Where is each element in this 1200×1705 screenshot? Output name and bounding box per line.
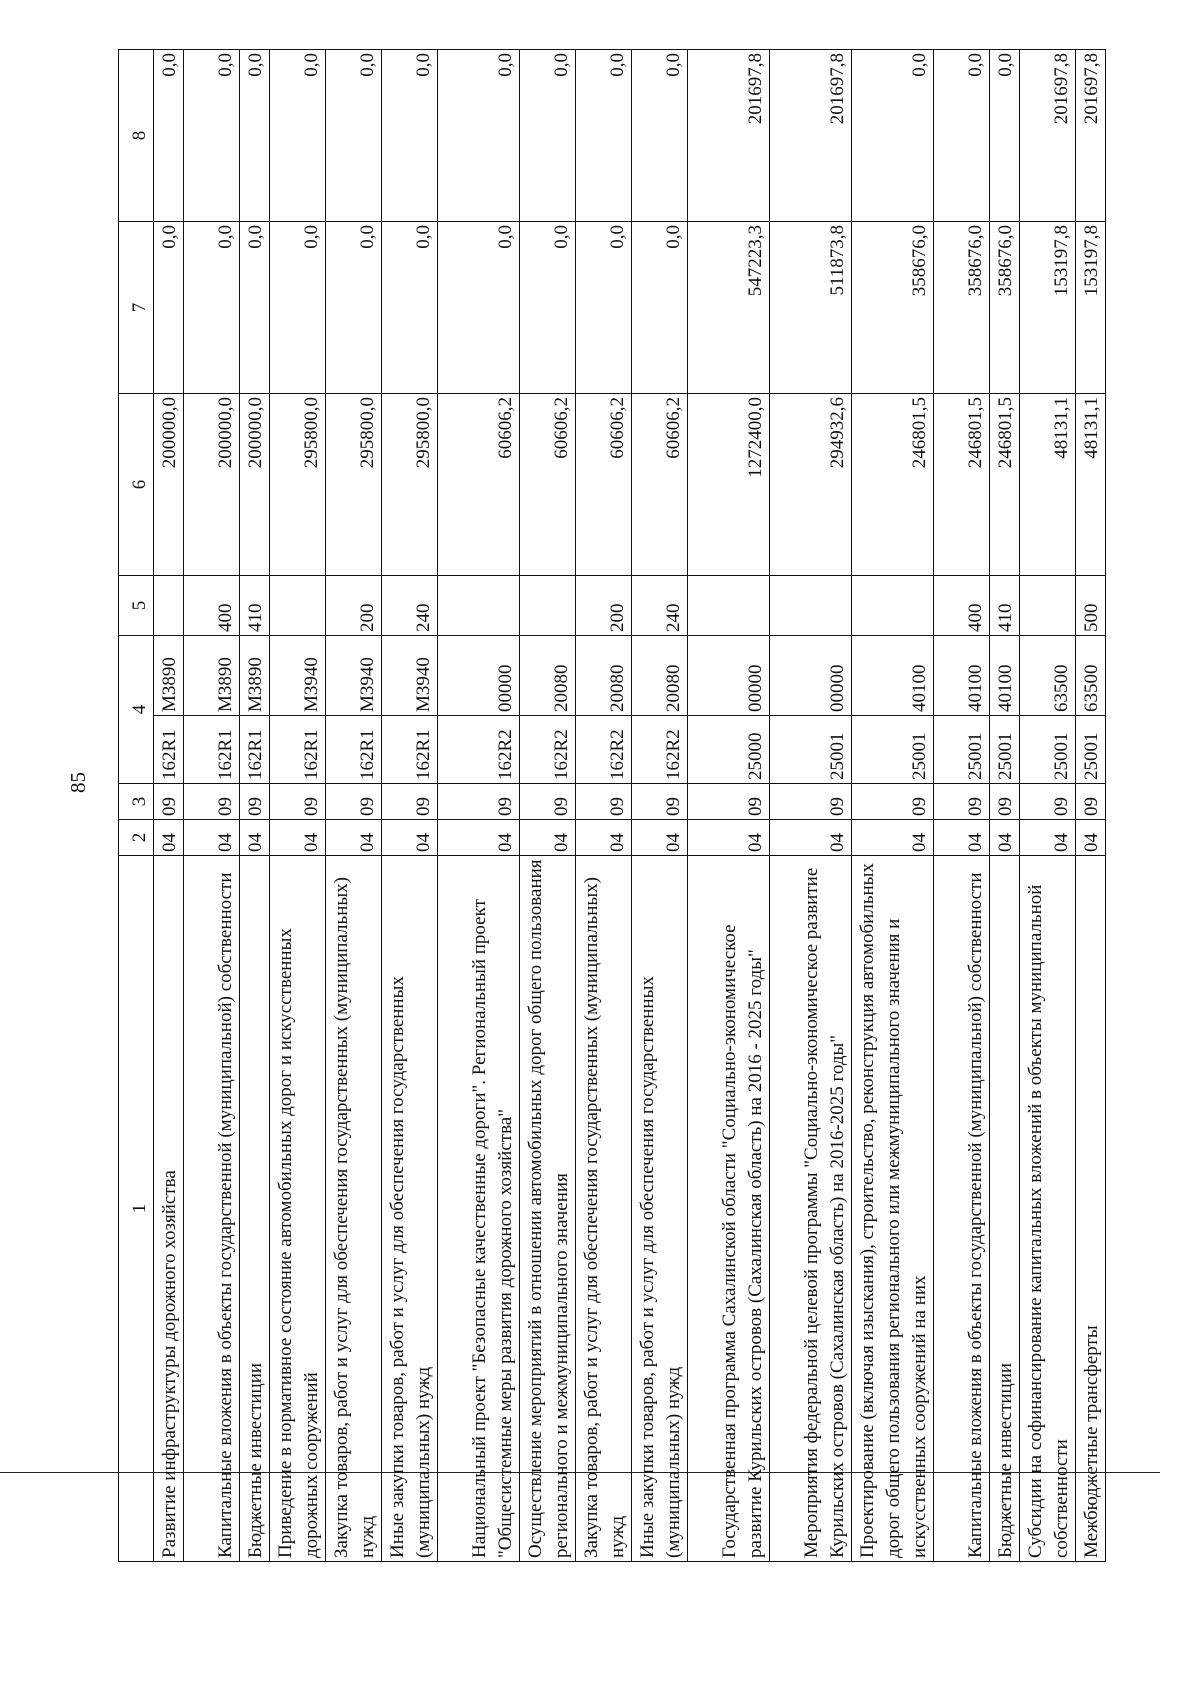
row-name: Закупка товаров, работ и услуг для обеспечения государственных (муниципальных) нужд (326, 856, 382, 1562)
cell-section: 04 (576, 820, 632, 856)
cell-amount-col6: 60606,2 (520, 394, 576, 576)
table-row (1020, 50, 1076, 1562)
cell-section: 04 (852, 820, 934, 856)
cell-expense-type: 200 (576, 576, 632, 636)
cell-subsection: 09 (1076, 784, 1106, 820)
table-row (382, 50, 438, 1562)
cell-amount-col8: 0,0 (632, 50, 688, 222)
cell-expense-type: 400 (184, 576, 240, 636)
header-col-8: 8 (119, 50, 154, 222)
header-col-1: 1 (119, 856, 154, 1562)
cell-amount-col7: 0,0 (240, 222, 270, 394)
cell-amount-col7: 358676,0 (934, 222, 990, 394)
cell-section: 04 (154, 820, 184, 856)
cell-section: 04 (934, 820, 990, 856)
cell-subsection: 09 (934, 784, 990, 820)
cell-amount-col6: 246801,5 (990, 394, 1020, 576)
cell-section: 04 (326, 820, 382, 856)
cell-amount-col6: 295800,0 (326, 394, 382, 576)
cell-amount-col6: 295800,0 (270, 394, 326, 576)
cell-expense-type (270, 576, 326, 636)
cell-direction-code: 20080 (520, 636, 576, 716)
cell-expense-type: 500 (1076, 576, 1106, 636)
cell-subsection: 09 (576, 784, 632, 820)
cell-amount-col6: 246801,5 (852, 394, 934, 576)
cell-amount-col8: 201697,8 (688, 50, 770, 222)
cell-direction-code: 40100 (990, 636, 1020, 716)
cell-amount-col7: 547223,3 (688, 222, 770, 394)
row-name: Субсидии на софинансирование капитальных вложений в объекты муниципальной собственности (1020, 856, 1076, 1562)
cell-section: 04 (382, 820, 438, 856)
row-name: Национальный проект "Безопасные качественные дороги". Региональный проект "Общесистемные меры развития дорожного хозяйства" (438, 856, 520, 1562)
cell-program-code: 25001 (1020, 716, 1076, 784)
table-row (632, 50, 688, 1562)
cell-direction-code: 63500 (1076, 636, 1106, 716)
cell-expense-type (852, 576, 934, 636)
cell-section: 04 (1076, 820, 1106, 856)
cell-amount-col7: 0,0 (632, 222, 688, 394)
cell-amount-col6: 60606,2 (438, 394, 520, 576)
cell-direction-code: M3940 (326, 636, 382, 716)
cell-amount-col8: 201697,8 (770, 50, 852, 222)
cell-amount-col7: 358676,0 (990, 222, 1020, 394)
cell-amount-col7: 0,0 (270, 222, 326, 394)
cell-program-code: 25001 (770, 716, 852, 784)
cell-amount-col8: 0,0 (326, 50, 382, 222)
cell-amount-col6: 200000,0 (184, 394, 240, 576)
cell-expense-type: 410 (240, 576, 270, 636)
table-row (852, 50, 934, 1562)
cell-amount-col7: 0,0 (326, 222, 382, 394)
cell-subsection: 09 (184, 784, 240, 820)
cell-amount-col8: 0,0 (154, 50, 184, 222)
cell-program-code: 25001 (934, 716, 990, 784)
row-name: Межбюджетные трансферты (1076, 856, 1106, 1562)
row-name: Капитальные вложения в объекты государственной (муниципальной) собственности (184, 856, 240, 1562)
cell-amount-col6: 295800,0 (382, 394, 438, 576)
cell-amount-col7: 153197,8 (1020, 222, 1076, 394)
cell-section: 04 (520, 820, 576, 856)
header-col-4: 4 (119, 636, 154, 784)
cell-subsection: 09 (632, 784, 688, 820)
cell-section: 04 (632, 820, 688, 856)
row-name: Развитие инфраструктуры дорожного хозяйства (154, 856, 184, 1562)
header-col-7: 7 (119, 222, 154, 394)
cell-program-code: 25001 (1076, 716, 1106, 784)
cell-subsection: 09 (154, 784, 184, 820)
cell-section: 04 (184, 820, 240, 856)
cell-section: 04 (1020, 820, 1076, 856)
table-row (520, 50, 576, 1562)
cell-section: 04 (240, 820, 270, 856)
cell-amount-col6: 48131,1 (1020, 394, 1076, 576)
cell-amount-col6: 200000,0 (154, 394, 184, 576)
cell-amount-col7: 0,0 (382, 222, 438, 394)
cell-amount-col8: 201697,8 (1020, 50, 1076, 222)
cell-expense-type: 240 (382, 576, 438, 636)
cell-program-code: 25000 (688, 716, 770, 784)
cell-expense-type (154, 576, 184, 636)
cell-program-code: 162R2 (576, 716, 632, 784)
row-name: Проектирование (включая изыскания), строительство, реконструкция автомобильных дорог общего пользования регионального или межмуниципального значения и искусственных сооружений на них (852, 856, 934, 1562)
table-row (438, 50, 520, 1562)
row-name: Осуществление мероприятий в отношении автомобильных дорог общего пользования регионального и межмуниципального значения (520, 856, 576, 1562)
cell-section: 04 (990, 820, 1020, 856)
cell-program-code: 162R1 (240, 716, 270, 784)
cell-expense-type: 400 (934, 576, 990, 636)
cell-amount-col6: 246801,5 (934, 394, 990, 576)
table-row (154, 50, 184, 1562)
cell-amount-col6: 60606,2 (576, 394, 632, 576)
cell-subsection: 09 (990, 784, 1020, 820)
row-name: Бюджетные инвестиции (990, 856, 1020, 1562)
row-name: Приведение в нормативное состояние автомобильных дорог и искусственных дорожных сооружений (270, 856, 326, 1562)
row-name: Бюджетные инвестиции (240, 856, 270, 1562)
cell-subsection: 09 (270, 784, 326, 820)
cell-amount-col7: 0,0 (576, 222, 632, 394)
cell-subsection: 09 (438, 784, 520, 820)
table-row (770, 50, 852, 1562)
cell-subsection: 09 (852, 784, 934, 820)
cell-subsection: 09 (326, 784, 382, 820)
cell-program-code: 162R1 (270, 716, 326, 784)
cell-program-code: 162R2 (520, 716, 576, 784)
table-row (576, 50, 632, 1562)
row-name: Капитальные вложения в объекты государственной (муниципальной) собственности (934, 856, 990, 1562)
cell-direction-code: M3940 (270, 636, 326, 716)
header-col-3: 3 (119, 784, 154, 820)
cell-expense-type (520, 576, 576, 636)
row-name: Иные закупки товаров, работ и услуг для обеспечения государственных (муниципальных) нужд (632, 856, 688, 1562)
cell-amount-col6: 60606,2 (632, 394, 688, 576)
cell-amount-col6: 1272400,0 (688, 394, 770, 576)
table-row (688, 50, 770, 1562)
cell-direction-code: 40100 (852, 636, 934, 716)
cell-amount-col8: 0,0 (382, 50, 438, 222)
cell-program-code: 162R2 (438, 716, 520, 784)
cell-expense-type (1020, 576, 1076, 636)
cell-amount-col7: 153197,8 (1076, 222, 1106, 394)
cell-amount-col8: 0,0 (520, 50, 576, 222)
cell-expense-type: 240 (632, 576, 688, 636)
cell-subsection: 09 (688, 784, 770, 820)
cell-amount-col6: 200000,0 (240, 394, 270, 576)
page-number: 85 (66, 772, 90, 793)
cell-amount-col7: 0,0 (154, 222, 184, 394)
cell-direction-code: 00000 (688, 636, 770, 716)
cell-direction-code: 00000 (770, 636, 852, 716)
cell-expense-type: 410 (990, 576, 1020, 636)
cell-direction-code: 20080 (632, 636, 688, 716)
header-col-6: 6 (119, 394, 154, 576)
cell-direction-code: 00000 (438, 636, 520, 716)
cell-direction-code: M3890 (154, 636, 184, 716)
budget-table (118, 49, 1106, 1562)
row-name: Иные закупки товаров, работ и услуг для обеспечения государственных (муниципальных) нужд (382, 856, 438, 1562)
cell-section: 04 (270, 820, 326, 856)
cell-amount-col8: 0,0 (184, 50, 240, 222)
cell-direction-code: M3940 (382, 636, 438, 716)
cell-amount-col8: 0,0 (852, 50, 934, 222)
cell-direction-code: M3890 (184, 636, 240, 716)
cell-direction-code: 63500 (1020, 636, 1076, 716)
cell-program-code: 162R1 (326, 716, 382, 784)
cell-expense-type (770, 576, 852, 636)
rotated-page-content (118, 50, 1102, 1562)
cell-direction-code: 20080 (576, 636, 632, 716)
cell-amount-col7: 0,0 (438, 222, 520, 394)
cell-amount-col6: 294932,6 (770, 394, 852, 576)
cell-expense-type (438, 576, 520, 636)
cell-program-code: 162R2 (632, 716, 688, 784)
cell-amount-col8: 0,0 (934, 50, 990, 222)
cell-amount-col7: 0,0 (184, 222, 240, 394)
cell-amount-col8: 0,0 (576, 50, 632, 222)
cell-section: 04 (688, 820, 770, 856)
cell-program-code: 25001 (852, 716, 934, 784)
cell-expense-type: 200 (326, 576, 382, 636)
cell-direction-code: 40100 (934, 636, 990, 716)
cell-section: 04 (770, 820, 852, 856)
table-row (326, 50, 382, 1562)
cell-amount-col7: 0,0 (520, 222, 576, 394)
cell-subsection: 09 (520, 784, 576, 820)
header-row (119, 50, 154, 1562)
header-col-2: 2 (119, 820, 154, 856)
cell-amount-col8: 0,0 (240, 50, 270, 222)
cell-amount-col8: 201697,8 (1076, 50, 1106, 222)
header-col-5: 5 (119, 576, 154, 636)
cell-subsection: 09 (770, 784, 852, 820)
cell-amount-col7: 358676,0 (852, 222, 934, 394)
table-row (1076, 50, 1106, 1562)
cell-amount-col8: 0,0 (990, 50, 1020, 222)
row-name: Государственная программа Сахалинской области "Социально-экономическое развитие Курильских островов (Сахалинская область) на 2016 - 2025 годы" (688, 856, 770, 1562)
table-row (270, 50, 326, 1562)
cell-amount-col6: 48131,1 (1076, 394, 1106, 576)
table-row (990, 50, 1020, 1562)
cell-section: 04 (438, 820, 520, 856)
table-row (240, 50, 270, 1562)
cell-subsection: 09 (382, 784, 438, 820)
row-name: Мероприятия федеральной целевой программы "Социально-экономическое развитие Курильских островов (Сахалинская область) на 2016-2025 годы" (770, 856, 852, 1562)
cell-subsection: 09 (1020, 784, 1076, 820)
cell-amount-col8: 0,0 (438, 50, 520, 222)
cell-subsection: 09 (240, 784, 270, 820)
table-row (184, 50, 240, 1562)
cell-program-code: 25001 (990, 716, 1020, 784)
row-name: Закупка товаров, работ и услуг для обеспечения государственных (муниципальных) нужд (576, 856, 632, 1562)
cell-program-code: 162R1 (382, 716, 438, 784)
cell-amount-col8: 0,0 (270, 50, 326, 222)
cell-program-code: 162R1 (184, 716, 240, 784)
cell-program-code: 162R1 (154, 716, 184, 784)
cell-expense-type (688, 576, 770, 636)
cell-direction-code: M3890 (240, 636, 270, 716)
table-row (934, 50, 990, 1562)
cell-amount-col7: 511873,8 (770, 222, 852, 394)
